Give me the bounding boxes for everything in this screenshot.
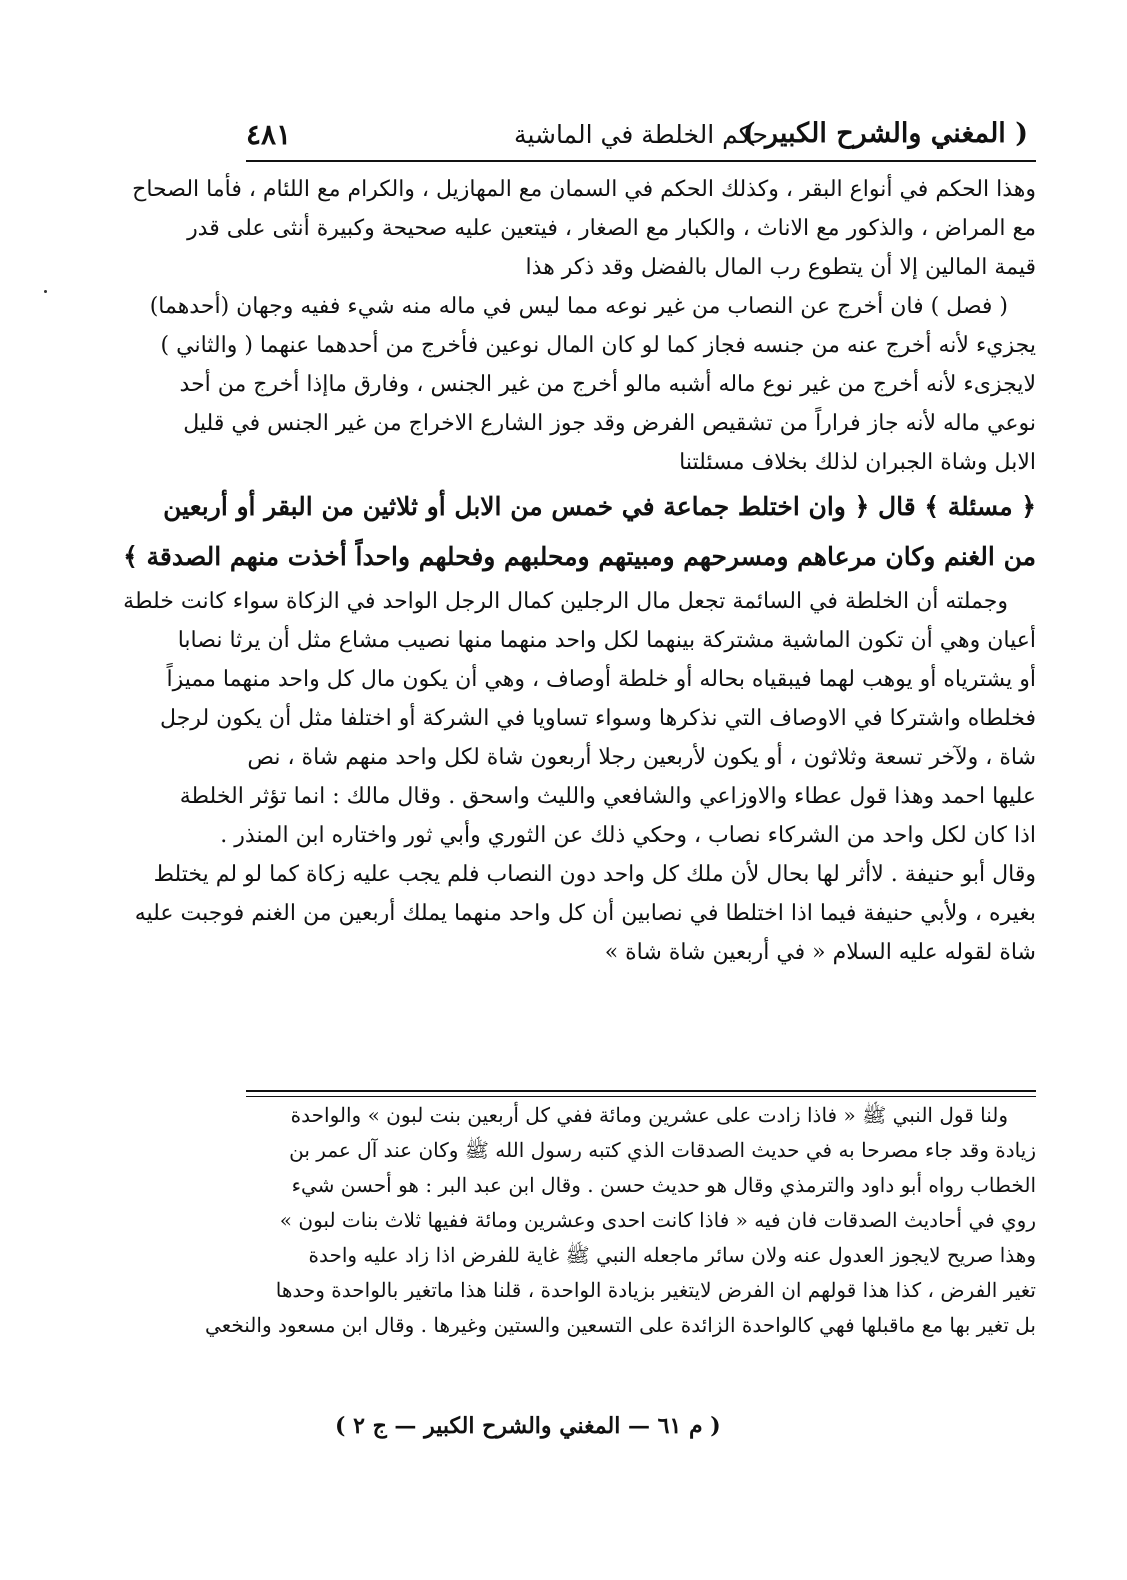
text-line: الابل وشاة الجبران لذلك بخلاف مسئلتنا — [679, 450, 1036, 475]
text-line: وجملته أن الخلطة في السائمة تجعل مال الرجلين كمال الرجل الواحد في الزكاة سواء كانت خلطة — [123, 589, 1008, 614]
text-line: وقال أبو حنيفة . لاأثر لها بحال لأن ملك كل واحد دون النصاب فلم يجب عليه زكاة كما لو لم يختلط — [153, 862, 1036, 887]
footnote-line: ولنا قول النبي ﷺ « فاذا زادت على عشرين ومائة ففي كل أربعين بنت لبون » والواحدة — [290, 1103, 1008, 1127]
footnote-text — [205, 1098, 1036, 1343]
footnote-divider — [246, 1090, 1036, 1097]
printer-signature: ( م ٦١ — المغني والشرح الكبير — ج ٢ ) — [335, 1413, 721, 1439]
text-line: عليها احمد وهذا قول عطاء والاوزاعي والشافعي والليث واسحق . وقال مالك : انما تؤثر الخلطة — [179, 784, 1036, 809]
footnote-line: زيادة وقد جاء مصرحا به في حديث الصدقات الذي كتبه رسول الله ﷺ وكان عند آل عمر بن — [289, 1138, 1036, 1162]
text-line: ( فصل ) فان أخرج عن النصاب من غير نوعه مما ليس في ماله منه شيء ففيه وجهان (أحدهما) — [149, 294, 1008, 319]
text-line: شاة لقوله عليه السلام « في أربعين شاة شاة » — [604, 940, 1036, 965]
footnote-line: بل تغير بها مع ماقبلها فهي كالواحدة الزائدة على التسعين والستين وغيرها . وقال ابن مسعود والنخعي — [205, 1313, 1036, 1337]
footnote-line: روي في أحاديث الصدقات فان فيه « فاذا كانت احدى وعشرين ومائة ففيها ثلاث بنات لبون » — [279, 1208, 1036, 1232]
footnote-line: تغير الفرض ، كذا هذا قولهم ان الفرض لايتغير بزيادة الواحدة ، قلنا هذا ماتغير بالواحدة وحدها — [275, 1278, 1036, 1302]
text-line: فخلطاه واشتركا في الاوصاف التي نذكرها وسواء تساويا في الشركة أو اختلفا مثل أن يكون لرجل — [160, 706, 1036, 731]
text-line: مع المراض ، والذكور مع الاناث ، والكبار مع الصغار ، فيتعين عليه صحيحة وكبيرة أنثى على قدر — [187, 216, 1036, 241]
text-line: أعيان وهي أن تكون الماشية مشتركة بينهما لكل واحد منهما منها نصيب مشاع مثل أن يرثا نصابا — [177, 628, 1036, 653]
text-line-heading: ﴿ مسئلة ﴾ قال ﴿ وان اختلط جماعة في خمس من الابل أو ثلاثين من البقر أو أربعين — [163, 492, 1036, 521]
text-line: أو يشترياه أو يوهب لهما فيبقياه بحاله أو خلطة أوصاف ، وهي أن يكون مال كل واحد منهما مميزاً — [166, 667, 1036, 692]
text-line: اذا كان لكل واحد من الشركاء نصاب ، وحكي ذلك عن الثوري وأبي ثور واختاره ابن المنذر . — [220, 823, 1036, 848]
text-line: يجزيء لأنه أخرج عنه من جنسه فجاز كما لو كان المال نوعين فأخرج من أحدهما عنهما ( والثاني ) — [160, 333, 1036, 358]
page-header — [246, 112, 1036, 162]
main-text — [123, 170, 1036, 972]
text-line: بغيره ، ولأبي حنيفة فيما اذا اختلطا في نصابين أن كل واحد منهما يملك أربعين من الغنم فوجبت عليه — [134, 901, 1036, 926]
section-title: حكم الخلطة في الماشية — [514, 120, 768, 149]
text-line: نوعي ماله لأنه جاز فراراً من تشقيص الفرض وقد جوز الشارع الاخراج من غير الجنس في قليل — [183, 411, 1036, 436]
text-line: شاة ، ولآخر تسعة وثلاثون ، أو يكون لأربعين رجلا أربعون شاة لكل واحد منهم شاة ، نص — [247, 745, 1036, 770]
page-number: ٤٨١ — [246, 118, 292, 151]
footnote-line: وهذا صريح لايجوز العدول عنه ولان سائر ماجعله النبي ﷺ غاية للفرض اذا زاد عليه واحدة — [308, 1243, 1036, 1267]
text-line: لايجزىء لأنه أخرج من غير نوع ماله أشبه مالو أخرج من غير الجنس ، وفارق ماإذا أخرج من أحد — [179, 372, 1036, 397]
text-line-heading: من الغنم وكان مرعاهم ومسرحهم ومبيتهم ومحلبهم وفحلهم واحداً أخذت منهم الصدقة ﴾ — [123, 542, 1036, 571]
header-divider — [246, 160, 1036, 162]
text-line: وهذا الحكم في أنواع البقر ، وكذلك الحكم في السمان مع المهازيل ، والكرام مع اللئام ، فأما الصحاح — [132, 177, 1036, 202]
book-title: ( المغني والشرح الكبير ) — [742, 118, 1028, 149]
footnote-line: الخطاب رواه أبو داود والترمذي وقال هو حديث حسن . وقال ابن عبد البر : هو أحسن شيء — [291, 1173, 1036, 1197]
text-line: قيمة المالين إلا أن يتطوع رب المال بالفضل وقد ذكر هذا — [525, 255, 1036, 280]
margin-speck — [44, 290, 47, 293]
